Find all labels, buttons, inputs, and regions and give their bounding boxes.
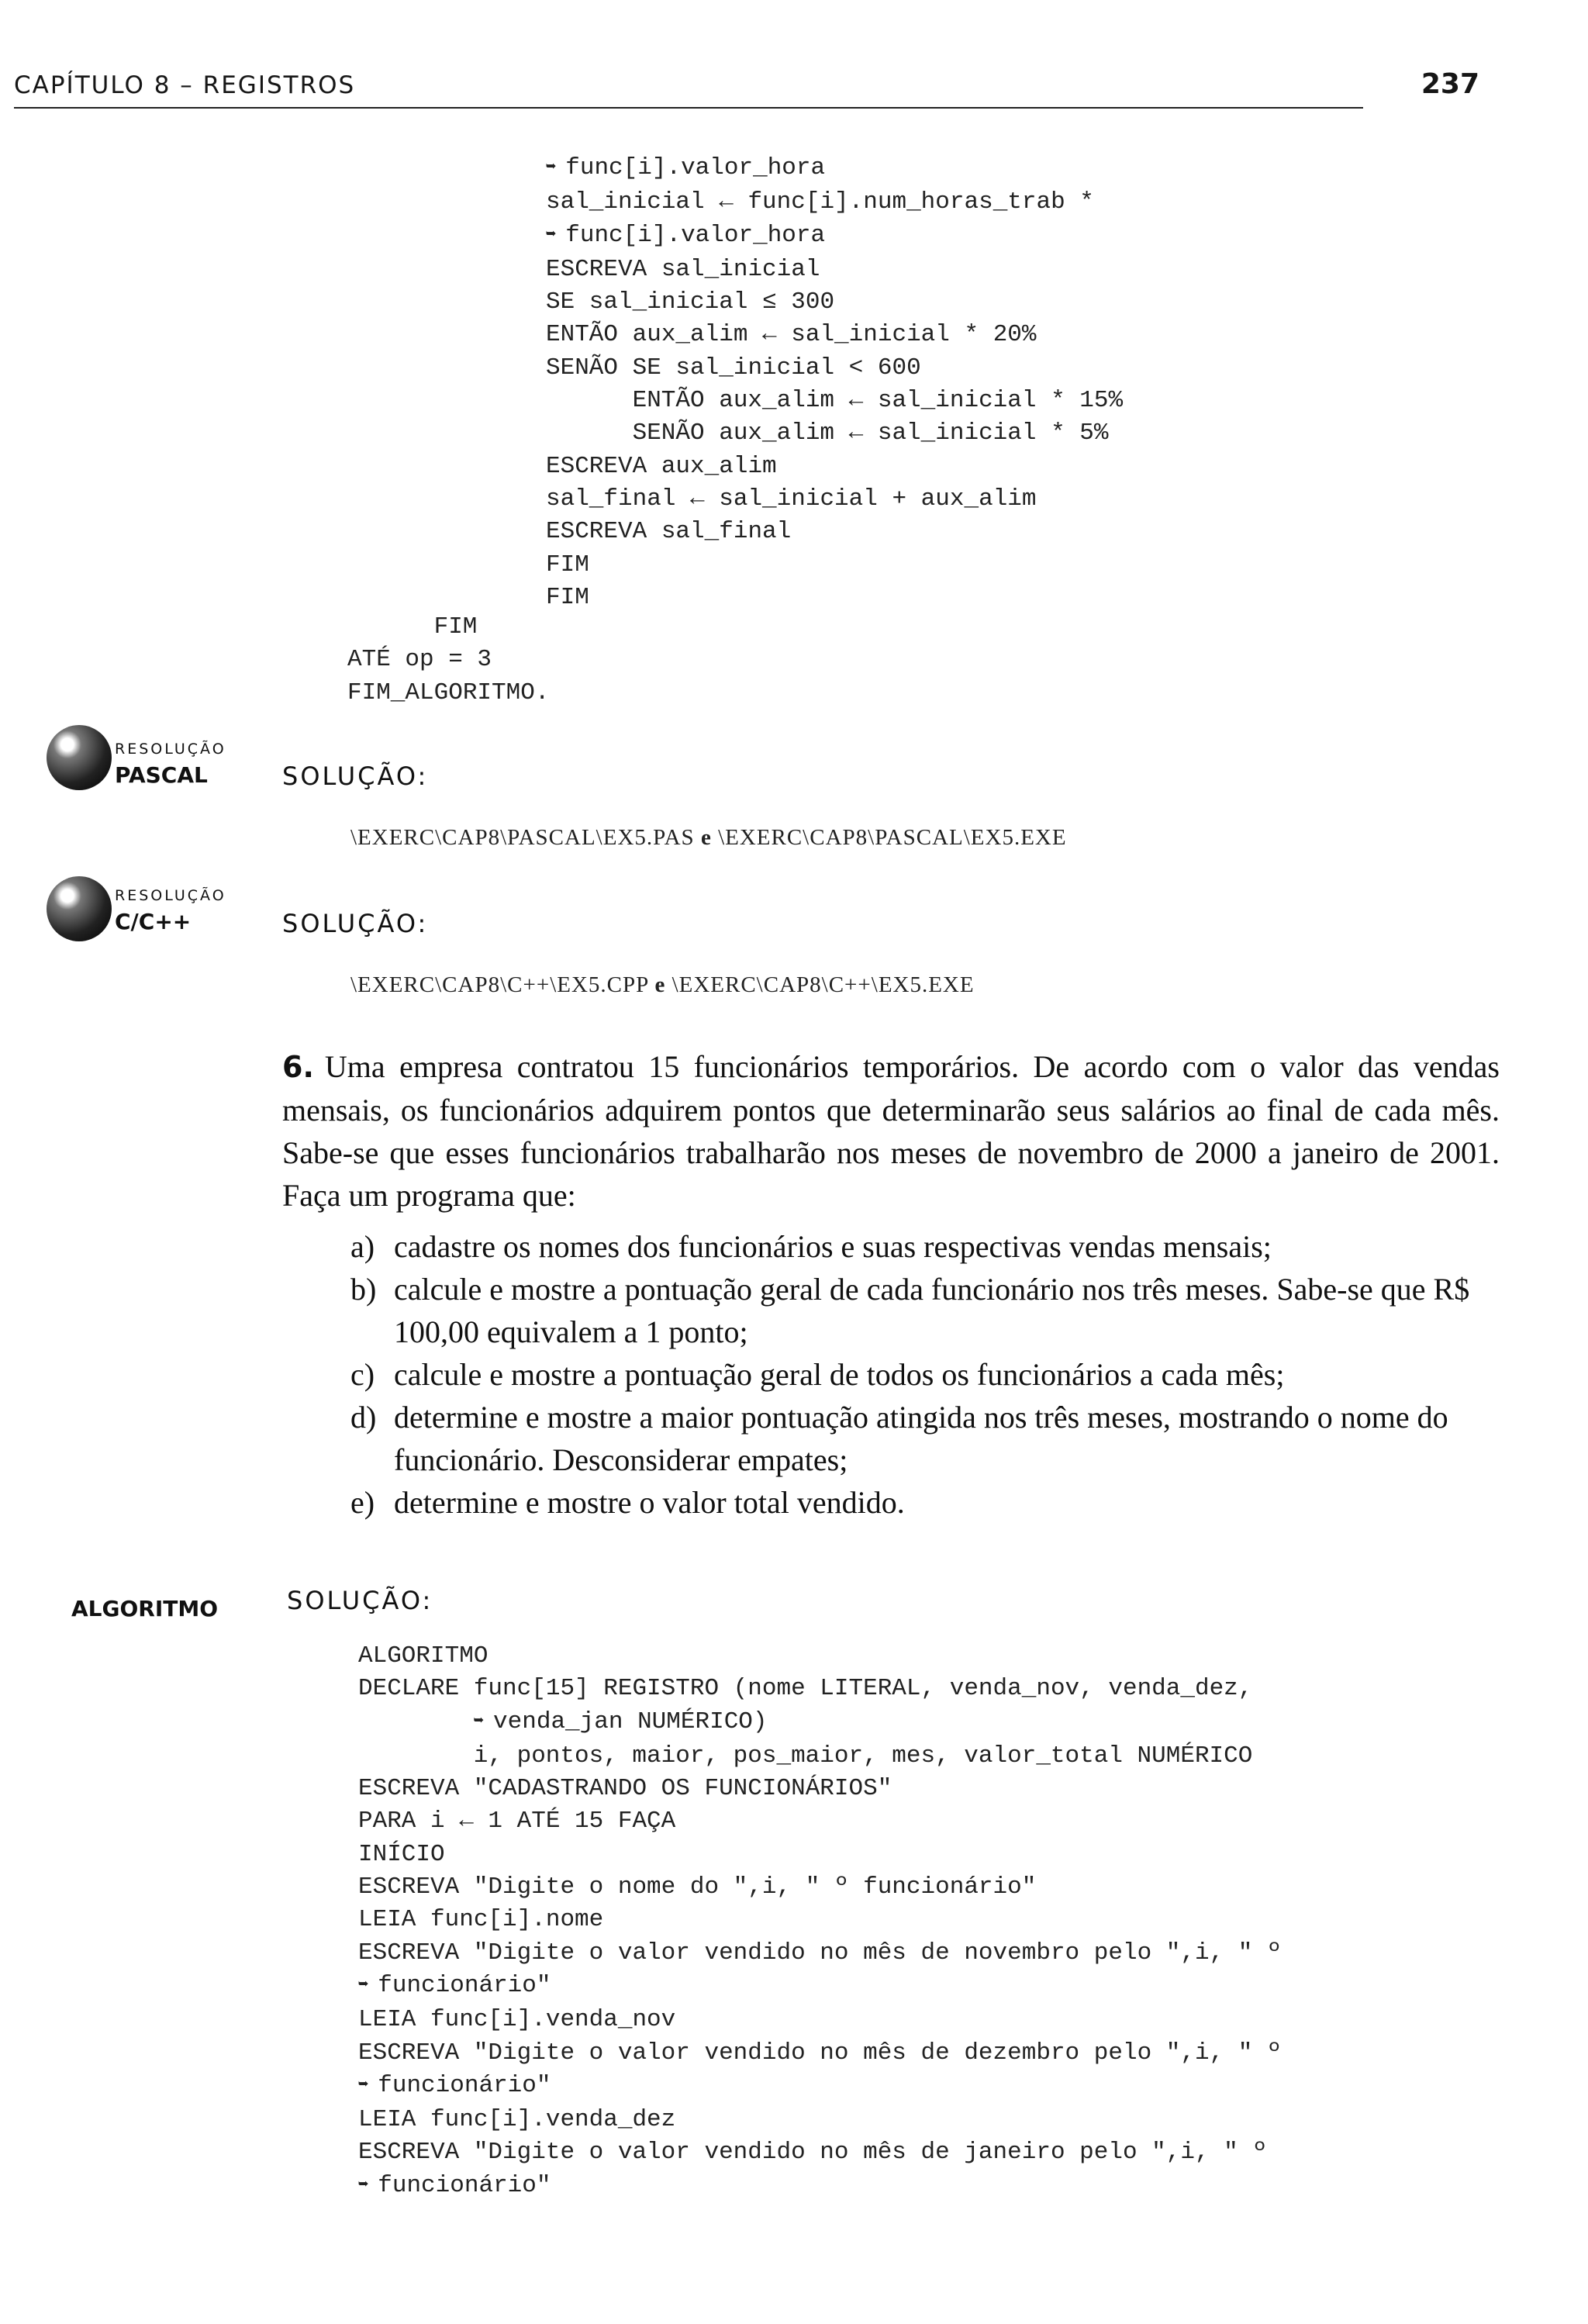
code-line: ESCREVA sal_final (546, 518, 792, 546)
algoritmo-solution-label: SOLUÇÃO: (287, 1586, 433, 1615)
item-text: calcule e mostre a pontuação geral de todos os funcionários a cada mês; (394, 1357, 1285, 1392)
resolucao-cpp-badge (115, 887, 226, 934)
code-line: ESCREVA "Digite o valor vendido no mês de janeiro pelo ",i, " º (358, 2139, 1267, 2167)
code-line: ESCREVA sal_inicial (546, 255, 820, 283)
code-line: SE sal_inicial ≤ 300 (546, 288, 835, 316)
problem-item (350, 1353, 1498, 1396)
code-line: ➥ funcionário" (358, 2070, 1282, 2104)
code-line: SENÃO SE sal_inicial < 600 (546, 354, 921, 382)
badge-title: ALGORITMO (71, 1596, 219, 1621)
code-line: PARA i ← 1 ATÉ 15 FAÇA (358, 1808, 676, 1835)
pascal-exe-path: \EXERC\CAP8\PASCAL\EX5.EXE (718, 825, 1067, 850)
code-block-continuation (546, 152, 1123, 614)
code-line: ESCREVA aux_alim (546, 452, 777, 480)
code-line: sal_final ← sal_inicial + aux_alim (546, 485, 1037, 513)
item-label: c) (350, 1357, 375, 1392)
problem-statement (282, 1045, 1500, 1217)
code-line: LEIA func[i].venda_nov (358, 2006, 676, 2034)
page-header (14, 68, 1479, 109)
item-label: d) (350, 1400, 377, 1435)
code-line: LEIA func[i].nome (358, 1906, 604, 1934)
problem-item (350, 1268, 1498, 1353)
code-line: ➥ func[i].valor_hora (546, 152, 1123, 186)
code-line: ALGORITMO (358, 1642, 488, 1670)
badge-title: C/C++ (115, 909, 192, 934)
code-line: ➥ func[i].valor_hora (546, 219, 1123, 254)
code-line: ➥ funcionário" (358, 2170, 1282, 2204)
item-label: e) (350, 1485, 375, 1520)
code-line: ➥ funcionário" (358, 1970, 1282, 2004)
item-text: determine e mostre a maior pontuação atingida nos três meses, mostrando o nome do funcionário. Desconsiderar empates; (394, 1400, 1448, 1477)
code-line: ESCREVA "Digite o valor vendido no mês de dezembro pelo ",i, " º (358, 2039, 1282, 2067)
code-line: FIM (433, 613, 478, 641)
code-line: ESCREVA "CADASTRANDO OS FUNCIONÁRIOS" (358, 1775, 892, 1803)
path-joiner: e (700, 825, 712, 850)
code-line: ESCREVA "Digite o nome do ",i, " º funcionário" (358, 1873, 1037, 1901)
path-joiner: e (654, 972, 666, 997)
code-line: FIM_ALGORITMO. (347, 679, 550, 706)
code-line: SENÃO aux_alim ← sal_inicial * 5% (632, 420, 1109, 447)
cpp-source-path: \EXERC\CAP8\C++\EX5.CPP (350, 972, 649, 997)
problem-items (350, 1225, 1498, 1524)
pascal-source-path: \EXERC\CAP8\PASCAL\EX5.PAS (350, 825, 695, 850)
problem-item (350, 1481, 1498, 1524)
code-block-end (347, 611, 549, 710)
code-line: ENTÃO aux_alim ← sal_inicial * 15% (632, 387, 1124, 415)
badge-caption: RESOLUÇÃO (115, 887, 226, 904)
item-text: determine e mostre o valor total vendido. (394, 1485, 905, 1520)
page-number: 237 (1421, 68, 1479, 100)
pascal-solution-label: SOLUÇÃO: (282, 761, 429, 791)
badge-caption: RESOLUÇÃO (115, 741, 226, 758)
item-text: cadastre os nomes dos funcionários e suas respectivas vendas mensais; (394, 1229, 1272, 1264)
code-line: FIM (546, 583, 589, 611)
code-line: sal_inicial ← func[i].num_horas_trab * (546, 188, 1094, 216)
item-label: b) (350, 1272, 377, 1307)
disc-icon (47, 725, 112, 790)
code-line: INÍCIO (358, 1840, 445, 1868)
item-text: calcule e mostre a pontuação geral de cada funcionário nos três meses. Sabe-se que R$ 100,00 equivalem a 1 ponto; (394, 1272, 1470, 1349)
code-line: FIM (546, 551, 589, 578)
problem-item (350, 1396, 1498, 1481)
algoritmo-badge (71, 1591, 218, 1621)
item-label: a) (350, 1229, 375, 1264)
code-line: ➥ venda_jan NUMÉRICO) (358, 1706, 1282, 1740)
chapter-title: CAPÍTULO 8 – REGISTROS (14, 71, 356, 99)
code-line: DECLARE func[15] REGISTRO (nome LITERAL, venda_nov, venda_dez, (358, 1675, 1253, 1703)
problem-item (350, 1225, 1498, 1268)
cpp-solution-label: SOLUÇÃO: (282, 909, 429, 938)
resolucao-pascal-badge (115, 741, 226, 788)
code-line: ESCREVA "Digite o valor vendido no mês de novembro pelo ",i, " º (358, 1939, 1282, 1967)
disc-icon (47, 876, 112, 941)
problem-text: Uma empresa contratou 15 funcionários temporários. De acordo com o valor das vendas mensais, os funcionários adquirem pontos que determinarão seus salários ao final de cada mês. Sabe-se que esses funcionários trabalharão nos meses de novembro de 2000 a janeiro de 2001. Faça um programa que: (282, 1049, 1500, 1213)
code-line: LEIA func[i].venda_dez (358, 2106, 676, 2134)
code-line: ATÉ op = 3 (347, 646, 492, 674)
cpp-solution-files (350, 972, 975, 998)
badge-title: PASCAL (115, 762, 208, 788)
pascal-solution-files (350, 825, 1067, 851)
cpp-exe-path: \EXERC\CAP8\C++\EX5.EXE (671, 972, 975, 997)
algoritmo-code-block (358, 1640, 1282, 2204)
code-line: ENTÃO aux_alim ← sal_inicial * 20% (546, 321, 1037, 349)
code-line: i, pontos, maior, pos_maior, mes, valor_total NUMÉRICO (473, 1742, 1253, 1770)
problem-number: 6. (282, 1050, 314, 1084)
